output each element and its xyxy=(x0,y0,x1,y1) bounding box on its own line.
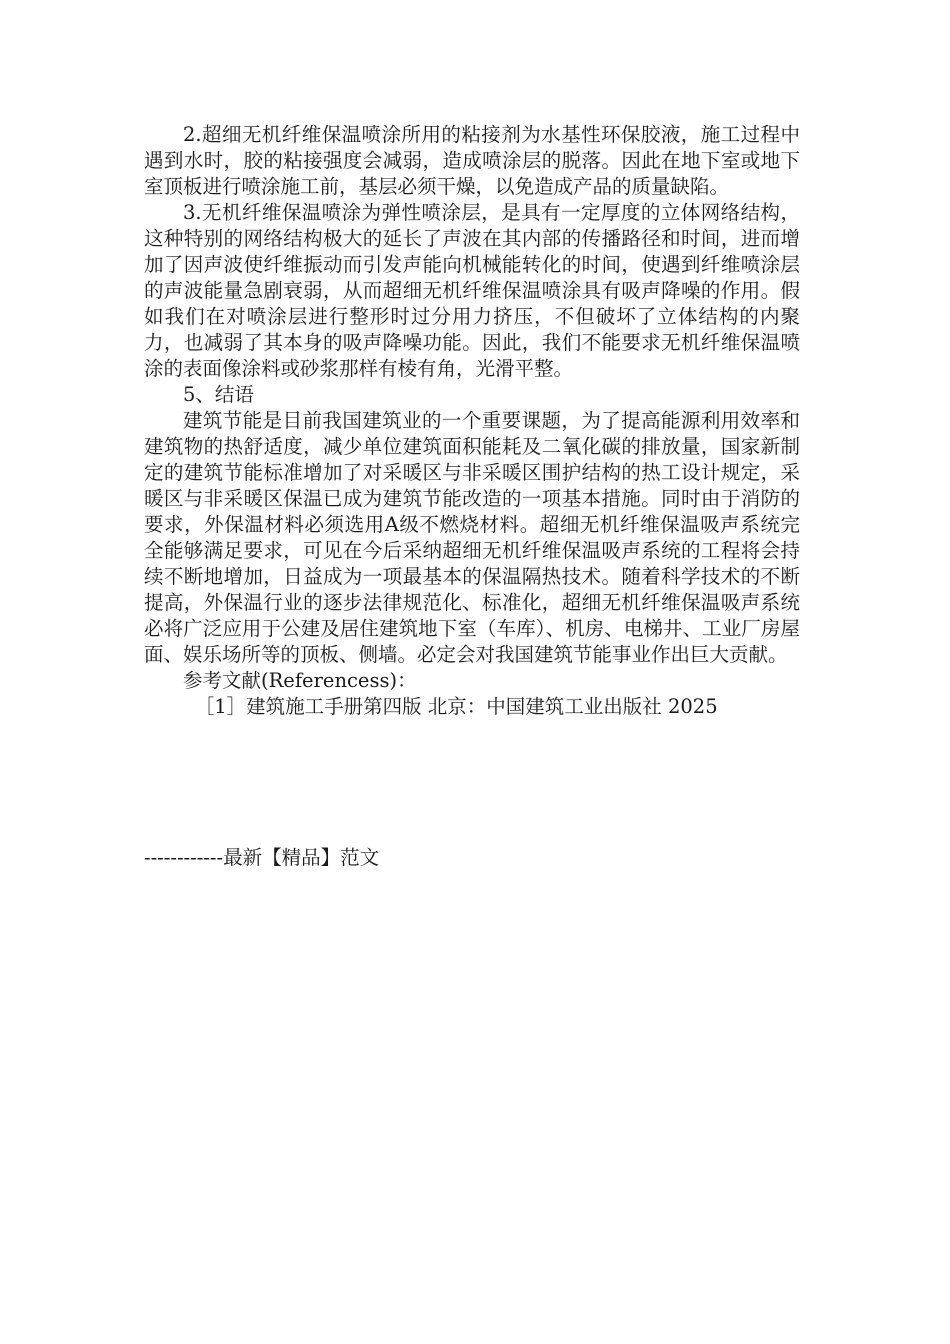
reference-item: ［1］建筑施工手册第四版 北京：中国建筑工业出版社 2025 xyxy=(194,695,718,718)
references-label: 参考文献(Referencess)： xyxy=(183,669,417,692)
paragraph-adhesive-note: 2.超细无机纤维保温喷涂所用的粘接剂为水基性环保胶液，施工过程中遇到水时，胶的粘接强度会减弱，造成喷涂层的脱落。因此在地下室或地下室顶板进行喷涂施工前，基层必须干燥，以免造成产品的质量缺陷。 xyxy=(144,123,800,198)
document-body xyxy=(144,122,800,720)
paragraph-acoustic-note: 3.无机纤维保温喷涂为弹性喷涂层，是具有一定厚度的立体网络结构，这种特别的网络结构极大的延长了声波在其内部的传播路径和时间，进而增加了因声波使纤维振动而引发声能向机械能转化的时间，使遇到纤维喷涂层的声波能量急剧衰弱，从而超细无机纤维保温喷涂具有吸声降噪的作用。假如我们在对喷涂层进行整形时过分用力挤压，不但破坏了立体结构的内聚力，也减弱了其本身的吸声降噪功能。因此，我们不能要求无机纤维保温喷涂的表面像涂料或砂浆那样有棱有角，光滑平整。 xyxy=(144,201,800,380)
paragraph-conclusion: 建筑节能是目前我国建筑业的一个重要课题，为了提高能源利用效率和建筑物的热舒适度，减少单位建筑面积能耗及二氧化碳的排放量，国家新制定的建筑节能标准增加了对采暖区与非采暖区围护结构的热工设计规定，采暖区与非采暖区保温已成为建筑节能改造的一项基本措施。同时由于消防的要求，外保温材料必须选用A级不燃烧材料。超细无机纤维保温吸声系统完全能够满足要求，可见在今后采纳超细无机纤维保温吸声系统的工程将会持续不断地增加，日益成为一项最基本的保温隔热技术。随着科学技术的不断提高，外保温行业的逐步法律规范化、标准化，超细无机纤维保温吸声系统必将广泛应用于公建及居住建筑地下室（车库）、机房、电梯井、工业厂房屋面、娱乐场所等的顶板、侧墙。必定会对我国建筑节能事业作出巨大贡献。 xyxy=(144,409,800,666)
section-heading-conclusion: 5、结语 xyxy=(183,383,254,406)
footer-text: ------------最新【精品】范文 xyxy=(144,846,380,869)
